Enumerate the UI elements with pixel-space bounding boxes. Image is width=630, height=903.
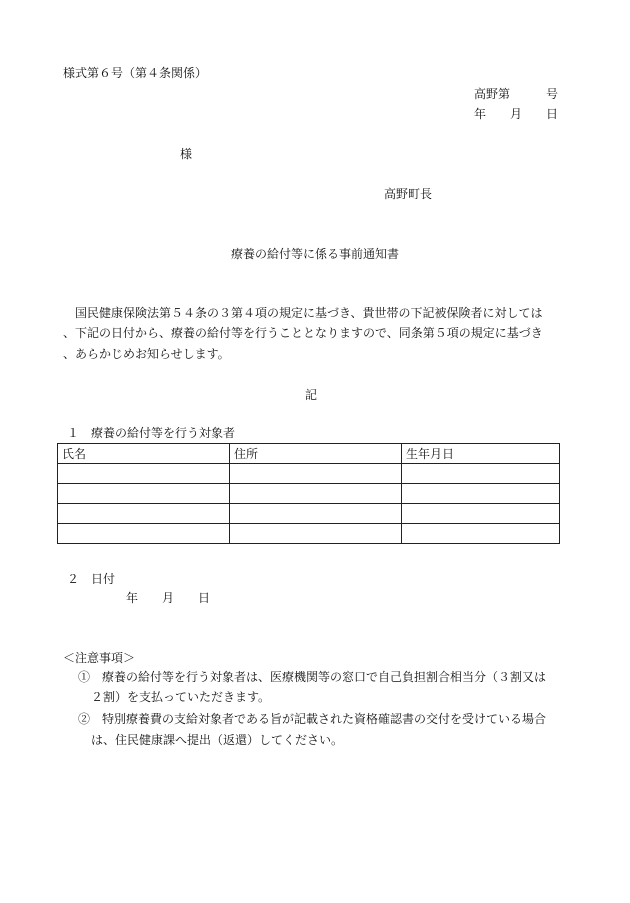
table-cell <box>402 484 560 504</box>
table-cell <box>58 504 230 524</box>
table-cell <box>58 464 230 484</box>
body-text-line-3: 、あらかじめお知らせします。 <box>63 347 230 361</box>
table-row <box>58 484 560 504</box>
target-persons-table <box>57 443 560 544</box>
column-header-birthdate: 生年月日 <box>402 444 560 464</box>
column-header-address: 住所 <box>230 444 402 464</box>
document-title: 療養の給付等に係る事前通知書 <box>230 247 399 261</box>
table-cell <box>230 524 402 544</box>
table-row <box>58 464 560 484</box>
table-cell <box>58 524 230 544</box>
issuer-name: 高野町長 <box>384 187 433 201</box>
column-header-name: 氏名 <box>58 444 230 464</box>
table-cell <box>230 484 402 504</box>
body-text-line-1: 国民健康保険法第５４条の３第４項の規定に基づき、貴世帯の下記被保険者に対しては <box>63 306 543 320</box>
form-number: 様式第６号（第４条関係） <box>63 66 208 80</box>
ki-marker: 記 <box>305 388 318 402</box>
table-row <box>58 524 560 544</box>
table-header-row <box>58 444 560 464</box>
table-cell <box>402 524 560 544</box>
document-number: 高野第 号 <box>474 87 559 101</box>
section-1-heading: １ 療養の給付等を行う対象者 <box>67 426 236 440</box>
table-row <box>58 504 560 524</box>
note-1-line-1: ① 療養の給付等を行う対象者は、医療機関等の窓口で自己負担割合相当分（３割又は <box>78 670 547 684</box>
table-cell <box>402 464 560 484</box>
section-2-heading: ２ 日付 <box>67 572 116 586</box>
addressee-honorific: 様 <box>180 147 193 161</box>
note-2-line-2: は、住民健康課へ提出（返還）してください。 <box>91 733 344 747</box>
table-cell <box>402 504 560 524</box>
table-cell <box>230 464 402 484</box>
document-date: 年 月 日 <box>474 107 559 121</box>
start-date: 年 月 日 <box>126 591 211 605</box>
table-cell <box>58 484 230 504</box>
note-1-line-2: ２割）を支払っていただきます。 <box>91 690 271 704</box>
notes-heading: ＜注意事項＞ <box>63 651 136 665</box>
body-text-line-2: 、下記の日付から、療養の給付等を行うこととなりますので、同条第５項の規定に基づき <box>63 326 543 340</box>
table-cell <box>230 504 402 524</box>
note-2-line-1: ② 特別療養費の支給対象者である旨が記載された資格確認書の交付を受けている場合 <box>78 712 547 726</box>
